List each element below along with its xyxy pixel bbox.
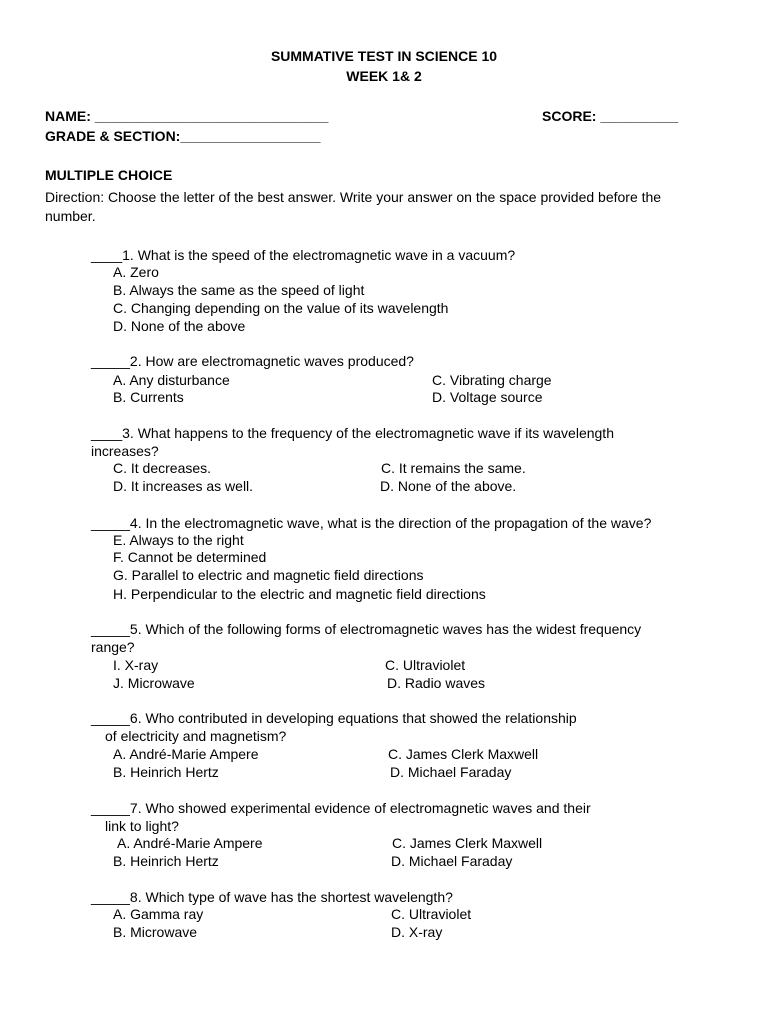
question-6-choice-c: C. James Clerk Maxwell — [388, 746, 539, 762]
section-title: MULTIPLE CHOICE — [45, 167, 173, 183]
direction-text: Direction: Choose the letter of the best answer. Write your answer on the space provided before the — [45, 189, 662, 205]
question-1-choice-d: D. None of the above — [113, 318, 246, 334]
question-5-choice-j: J. Microwave — [113, 675, 195, 691]
question-1-choice-a: A. Zero — [113, 264, 159, 280]
question-8-choice-c: C. Ultraviolet — [391, 906, 472, 922]
question-7-choice-c: C. James Clerk Maxwell — [392, 835, 543, 851]
question-4-choice-f: F. Cannot be determined — [113, 549, 267, 565]
question-6-choice-b: B. Heinrich Hertz — [113, 764, 219, 780]
question-4-choice-g: G. Parallel to electric and magnetic field directions — [113, 567, 424, 583]
question-5-choice-i: I. X-ray — [113, 657, 159, 673]
question-3-choice-3: D. It increases as well. — [113, 478, 254, 494]
question-8-choice-a: A. Gamma ray — [113, 906, 204, 922]
question-7-choice-b: B. Heinrich Hertz — [113, 853, 219, 869]
test-week: WEEK 1& 2 — [346, 68, 422, 84]
question-7-choice-d: D. Michael Faraday — [391, 853, 513, 869]
question-6-stem: _____6. Who contributed in developing equations that showed the relationship — [91, 710, 577, 726]
question-2-choice-a: A. Any disturbance — [113, 372, 230, 388]
question-5-stem-cont: range? — [91, 639, 135, 655]
question-8-stem: _____8. Which type of wave has the shortest wavelength? — [91, 889, 453, 905]
question-5-choice-c: C. Ultraviolet — [385, 657, 466, 673]
grade-section-field[interactable]: GRADE & SECTION:__________________ — [45, 128, 321, 144]
question-3-choice-1: C. It decreases. — [113, 460, 212, 476]
question-3-choice-4: D. None of the above. — [380, 478, 517, 494]
question-7-stem-cont: link to light? — [105, 818, 179, 834]
question-8-choice-b: B. Microwave — [113, 924, 198, 940]
question-4-choice-e: E. Always to the right — [113, 532, 244, 548]
direction-text-cont: number. — [45, 208, 96, 224]
test-title: SUMMATIVE TEST IN SCIENCE 10 — [270, 48, 498, 64]
question-7-choice-a: A. André-Marie Ampere — [117, 835, 263, 851]
question-2-choice-b: B. Currents — [113, 389, 184, 405]
question-2-stem: _____2. How are electromagnetic waves produced? — [91, 353, 414, 369]
question-4-choice-h: H. Perpendicular to the electric and magnetic field directions — [113, 586, 486, 602]
question-8-choice-d: D. X-ray — [391, 924, 443, 940]
question-1-choice-b: B. Always the same as the speed of light — [113, 282, 365, 298]
question-5-stem: _____5. Which of the following forms of electromagnetic waves has the widest frequency — [91, 621, 642, 637]
question-1-stem: ____1. What is the speed of the electromagnetic wave in a vacuum? — [91, 247, 516, 263]
question-3-stem-cont: increases? — [91, 443, 159, 459]
question-1-choice-c: C. Changing depending on the value of its wavelength — [113, 300, 449, 316]
question-2-choice-c: C. Vibrating charge — [432, 372, 552, 388]
question-3-stem: ____3. What happens to the frequency of the electromagnetic wave if its wavelength — [91, 425, 614, 441]
question-6-choice-a: A. André-Marie Ampere — [113, 746, 259, 762]
question-4-stem: _____4. In the electromagnetic wave, what is the direction of the propagation of the wave? — [91, 515, 652, 531]
score-field[interactable]: SCORE: __________ — [542, 108, 679, 124]
question-5-choice-d: D. Radio waves — [387, 675, 486, 691]
question-3-choice-2: C. It remains the same. — [381, 460, 526, 476]
question-6-stem-cont: of electricity and magnetism? — [105, 728, 287, 744]
question-7-stem: _____7. Who showed experimental evidence of electromagnetic waves and their — [91, 800, 591, 816]
question-2-choice-d: D. Voltage source — [432, 389, 543, 405]
question-6-choice-d: D. Michael Faraday — [390, 764, 512, 780]
name-field[interactable]: NAME: ______________________________ — [45, 108, 329, 124]
